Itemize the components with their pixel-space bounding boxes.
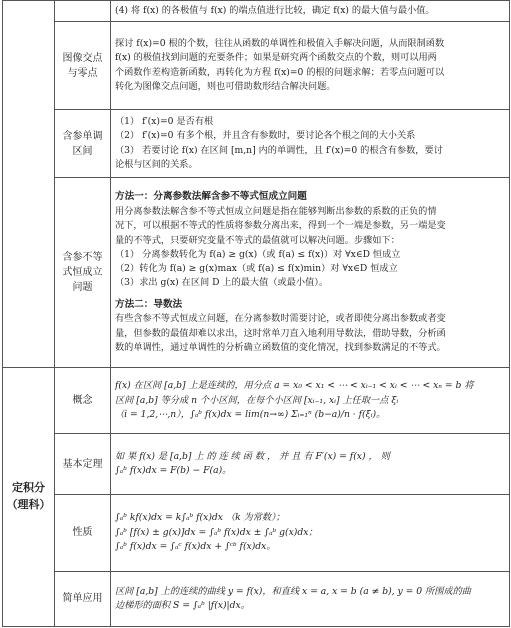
property-line-2: ∫ₐᵇ [f(x) ± g(x)]dx = ∫ₐᵇ f(x)dx ± ∫ₐᵇ g(x)dx；	[115, 526, 318, 538]
method2-line-2: 量，但参数的最值却难以求出，这时常单刀直入地利用导数法，借助导数，分析函	[115, 327, 446, 339]
row-param-monotone	[3, 109, 510, 178]
integral-concept-content	[111, 367, 510, 434]
integral-theorem-content	[111, 434, 510, 494]
concept-line-3: （i = 1,2,⋯,n），∫ₐᵇ f(x)dx = lim(n→∞) Σᵢ₌₁ⁿ (b−a)/n · f(ξᵢ)。	[115, 408, 386, 420]
row-integral-properties	[3, 494, 510, 571]
param-monotone-line-1: （1） f′(x)=0 是否有根	[115, 116, 214, 128]
method2-line-1: 有些含参不等式恒成立问题，在分离参数时需要讨论，或者即使分离出参数或者变	[115, 313, 446, 325]
param-monotone-content	[111, 109, 510, 178]
method1-line-2: 况下，可以根据不等式的性质将参数分离出来，得到一个一端是参数，另一端是变	[115, 220, 446, 232]
concept-line-1: f(x) 在区间 [a,b] 上是连续的，用分点 a = x₀ < x₁ < ⋯ < xᵢ₋₁ < xᵢ < ⋯ < xₙ = b 将	[115, 380, 474, 392]
property-line-3: ∫ₐᵇ f(x)dx = ∫ₐᶜ f(x)dx + ∫ᶜᵇ f(x)dx。	[115, 540, 276, 552]
method2-line-3: 数的单调性，通过单调性的分析确立函数值的变化情况，找到参数满足的不等式。	[115, 341, 446, 353]
param-monotone-label: 含参单调区间	[55, 109, 111, 178]
param-monotone-line-4: 论根与区间的关系。	[115, 158, 198, 170]
method1-title: 方法一：分离参数法解含参不等式恒成立问题	[115, 191, 307, 203]
application-line-1: 区间 [a,b] 上的连续的曲线 y = f(x)，和直线 x = a, x = b (a ≠ b), y = 0 所围成的曲	[115, 585, 471, 597]
property-line-1: ∫ₐᵇ kf(x)dx = k∫ₐᵇ f(x)dx （k 为常数）；	[115, 512, 285, 524]
row-integral-theorem	[3, 434, 510, 494]
formula-table	[2, 0, 510, 627]
top-continuation-content	[111, 1, 510, 22]
method1-line-5: （2）转化为 f(a) ≥ g(x)max（或 f(a) ≤ f(x)min）对 ∀x∈D 恒成立	[115, 263, 398, 275]
label-cell-blank	[55, 1, 111, 22]
concept-line-2: 区间 [a,b] 等分成 n 个小区间，在每个小区间 [xᵢ₋₁, xᵢ] 上任取一点 ξᵢ	[115, 394, 399, 406]
application-line-2: 边梯形的面积 S = ∫ₐᵇ |f(x)|dx。	[115, 599, 250, 611]
param-monotone-line-2: （2） f′(x)=0 有多个根，并且含有参数时，要讨论各个根之间的大小关系	[115, 130, 416, 142]
param-inequality-label: 含参不等式恒成立问题	[55, 178, 111, 368]
param-monotone-line-3: （3） 若要讨论 f(x) 在区间 [m,n] 内的单调性，且 f′(x)=0 的根含有参数，要讨	[115, 144, 443, 156]
row-graph-zero	[3, 22, 510, 110]
row-integral-concept	[3, 367, 510, 434]
method1-line-4: （1） 分离参数转化为 f(a) ≥ g(x)（或 f(a) ≤ f(x)）对 ∀x∈D 恒成立	[115, 248, 401, 260]
spacer	[115, 291, 505, 298]
integral-theorem-label: 基本定理	[55, 434, 111, 494]
graph-zero-line-1: 探讨 f(x)=0 根的个数，往往从函数的单调性和极值入手解决问题，从而限制函数	[115, 38, 445, 49]
graph-zero-line-2: f(x) 的极值找到问题的充要条件；如果是研究两个函数交点的个数，则可以用两	[115, 52, 437, 64]
graph-zero-label: 图像交点与零点	[55, 22, 111, 110]
graph-zero-line-4: 转化为图像交点问题，则也可借助数形结合解决问题。	[115, 80, 336, 92]
theorem-line-1: 如 果 f(x) 是 [a,b] 上 的 连 续 函 数 ， 并 且 有 F′(x) = f(x) ， 则	[115, 450, 390, 462]
group-cell-blank	[3, 1, 55, 368]
method1-line-1: 用分离参数法解含参不等式恒成立问题是指在能够判断出参数的系数的正负的情	[115, 206, 437, 218]
integral-application-content	[111, 571, 510, 627]
integral-group-label: 定积分（理科）	[3, 367, 55, 626]
param-inequality-content	[111, 178, 510, 368]
row-top-continuation	[3, 1, 510, 22]
method1-line-6: （3）求出 g(x) 在区间 D 上的最大值（或最小值）。	[115, 277, 329, 289]
method1-line-3: 量的不等式，只要研究变量不等式的最值就可以解决问题。步骤如下：	[115, 234, 400, 246]
row-integral-application	[3, 571, 510, 627]
integral-properties-label: 性质	[55, 494, 111, 571]
graph-zero-line-3: 个函数作差构造新函数，再转化为方程 f(x)=0 的根的问题求解；若零点问题可以	[115, 66, 445, 78]
integral-application-label: 简单应用	[55, 571, 111, 627]
method2-title: 方法二：导数法	[115, 298, 183, 310]
theorem-line-2: ∫ₐᵇ f(x)dx = F(b) − F(a)。	[115, 465, 232, 477]
integral-concept-label: 概念	[55, 367, 111, 434]
graph-zero-content	[111, 22, 510, 110]
top-continuation-line: (4) 将 f(x) 的各极值与 f(x) 的端点值进行比较，确定 f(x) 的最大值与最小值。	[115, 4, 435, 16]
row-param-inequality	[3, 178, 510, 368]
integral-properties-content	[111, 494, 510, 571]
